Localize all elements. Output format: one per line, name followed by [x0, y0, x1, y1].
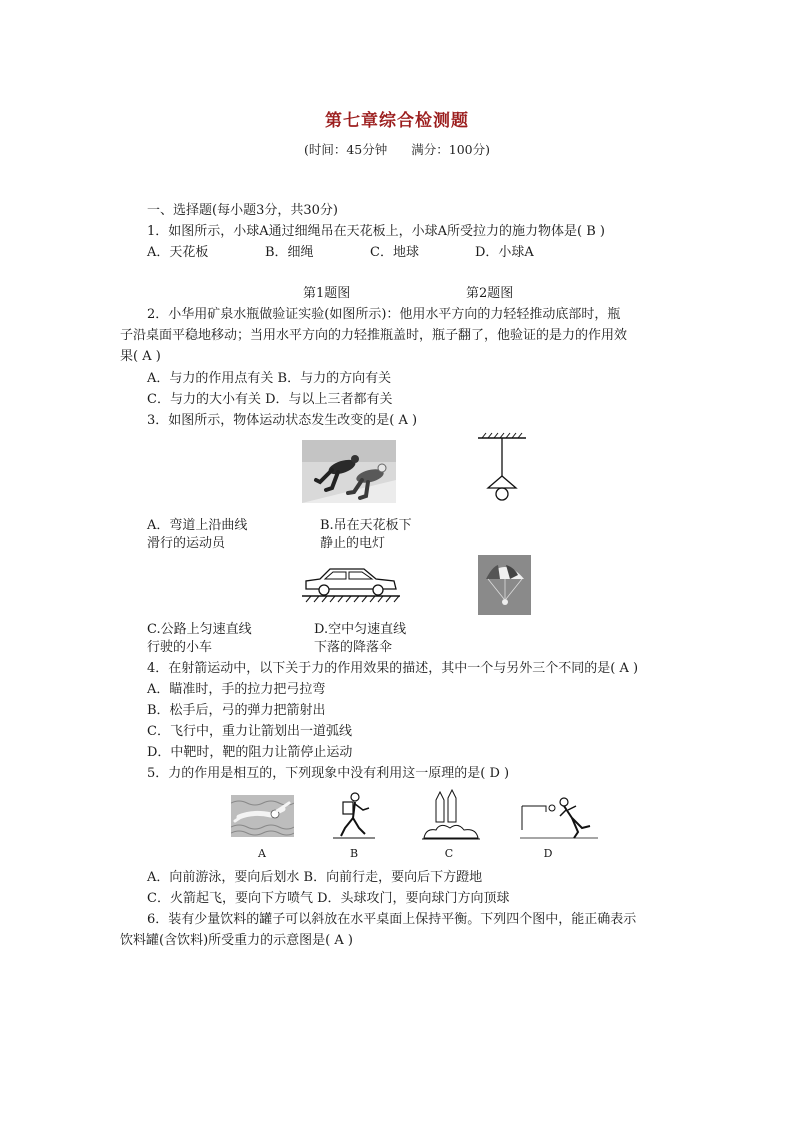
q4-stem: 4．在射箭运动中，以下关于力的作用效果的描述，其中一个与另外三个不同的是( A )	[147, 661, 639, 676]
q1-option-a: A．天花板	[147, 245, 209, 260]
q3-option-a-line2: 滑行的运动员	[147, 536, 226, 551]
full-score: 满分：100分)	[411, 142, 491, 157]
q5-figure-label-c: C	[444, 847, 454, 860]
q4-option-b: B．松手后，弓的弹力把箭射出	[147, 703, 326, 718]
q1-option-b: B．细绳	[265, 245, 314, 260]
q3-option-b-line1: B.吊在天花板下	[320, 518, 412, 533]
parachute-photo	[478, 555, 531, 615]
q1-option-d: D．小球A	[475, 245, 534, 260]
q3-option-c-line1: C.公路上匀速直线	[147, 622, 252, 637]
q5-stem: 5．力的作用是相互的，下列现象中没有利用这一原理的是( D )	[147, 766, 510, 781]
q2-figure-caption: 第2题图	[466, 286, 514, 301]
q3-option-b-line2: 静止的电灯	[320, 536, 386, 551]
q5-options-ab: A．向前游泳，要向后划水 B．向前行走，要向后下方蹬地	[147, 870, 483, 885]
q5-figure-label-b: B	[349, 847, 359, 860]
page-title: 第七章综合检测题	[325, 111, 469, 131]
time-limit: (时间：45分钟	[303, 142, 388, 157]
q3-option-a-line1: A．弯道上沿曲线	[147, 518, 248, 533]
walker-figure	[333, 790, 375, 842]
rocket-launch-figure	[422, 788, 480, 842]
q4-option-c: C．飞行中，重力让箭划出一道弧线	[147, 724, 352, 739]
q1-figure-caption: 第1题图	[303, 286, 351, 301]
section-heading: 一、选择题(每小题3分，共30分)	[147, 203, 338, 218]
q2-options-ab: A．与力的作用点有关 B．与力的方向有关	[147, 371, 392, 386]
q5-options-cd: C．火箭起飞，要向下方喷气 D．头球攻门，要向球门方向顶球	[147, 891, 510, 906]
q5-figure-label-a: A	[258, 847, 266, 860]
q4-option-d: D．中靶时，靶的阻力让箭停止运动	[147, 745, 353, 760]
exam-info	[0, 140, 794, 158]
q5-figure-label-d: D	[543, 847, 553, 860]
q3-option-c-line2: 行驶的小车	[147, 640, 213, 655]
q3-option-d-line2: 下落的降落伞	[314, 640, 393, 655]
q6-stem-line2: 饮料罐(含饮料)所受重力的示意图是( A )	[120, 933, 353, 948]
q2-stem-line1: 2．小华用矿泉水瓶做验证实验(如图所示)：他用水平方向的力轻轻推动底部时，瓶	[147, 307, 621, 322]
car-diagram	[300, 563, 402, 603]
hanging-lamp-diagram	[472, 432, 532, 504]
q3-option-d-line1: D.空中匀速直线	[314, 622, 407, 637]
header-shot-figure	[520, 792, 598, 840]
q1-stem: 1．如图所示，小球A通过细绳吊在天花板上，小球A所受拉力的施力物体是( B )	[147, 224, 606, 239]
swimmer-figure	[231, 795, 294, 837]
q2-stem-line3: 果( A )	[120, 349, 161, 364]
q1-option-c: C．地球	[370, 245, 419, 260]
q2-stem-line2: 子沿桌面平稳地移动；当用水平方向的力轻推瓶盖时，瓶子翻了，他验证的是力的作用效	[120, 328, 628, 343]
q3-stem: 3．如图所示，物体运动状态发生改变的是( A )	[147, 413, 418, 428]
skaters-photo	[302, 440, 396, 503]
q6-stem-line1: 6．装有少量饮料的罐子可以斜放在水平桌面上保持平衡。下列四个图中，能正确表示	[147, 912, 637, 927]
q4-option-a: A．瞄准时，手的拉力把弓拉弯	[147, 682, 326, 697]
q2-options-cd: C．与力的大小有关 D．与以上三者都有关	[147, 392, 393, 407]
